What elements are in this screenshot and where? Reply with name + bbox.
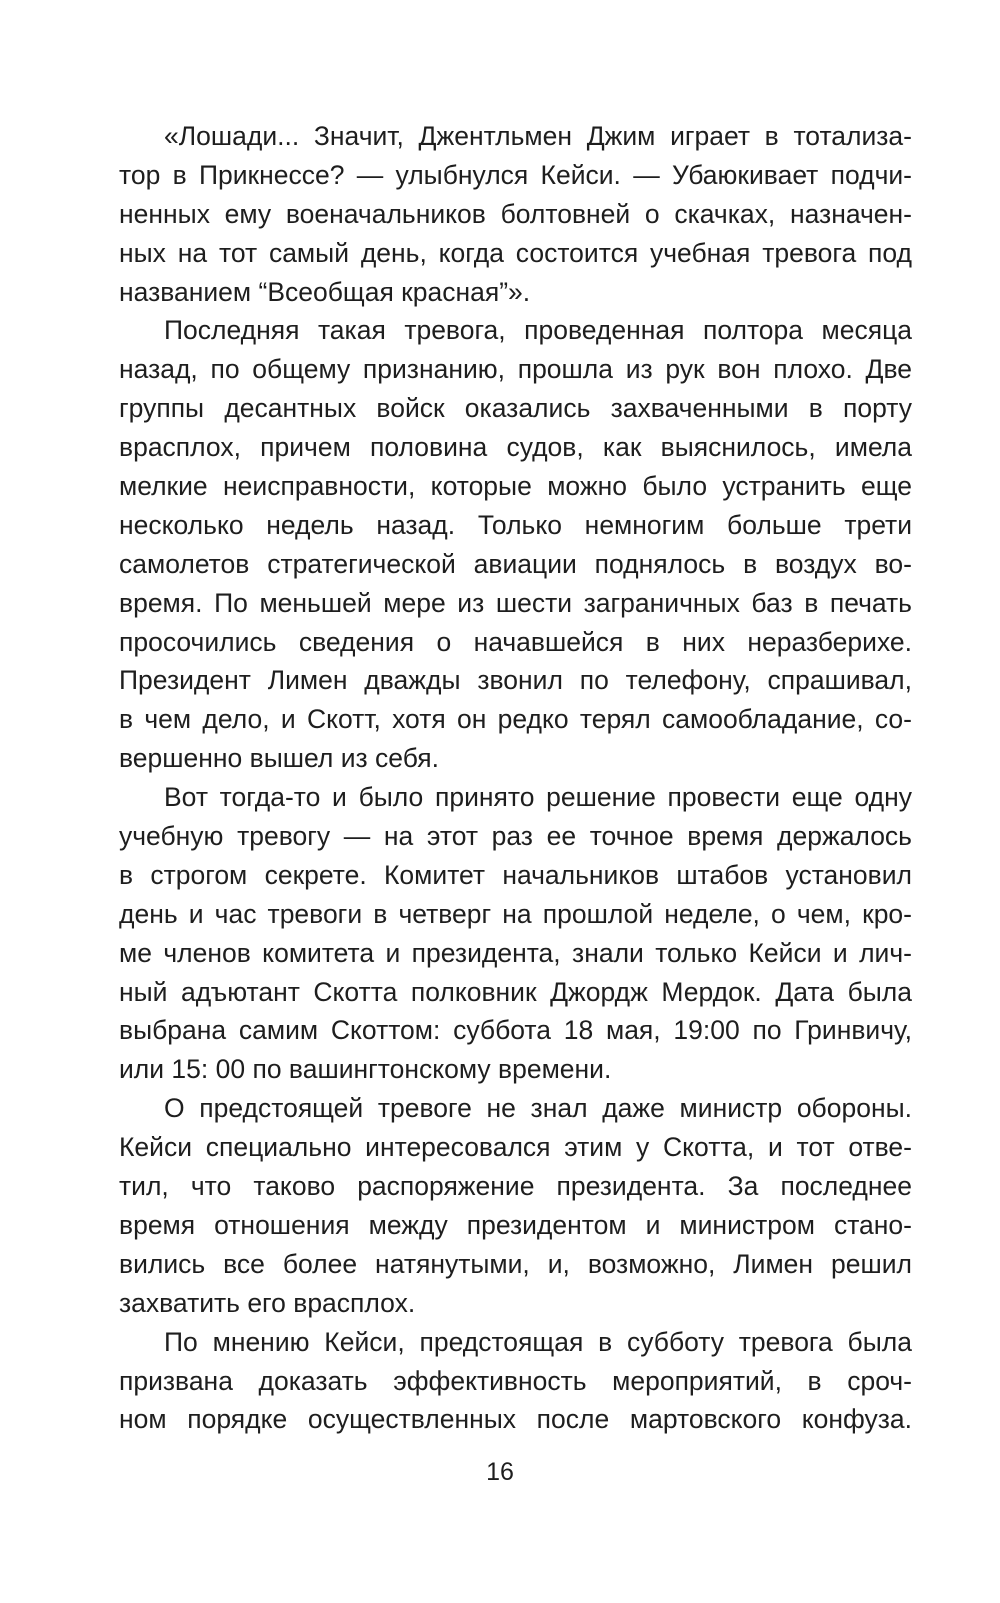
text-line: назад, по общему признанию, прошла из рук вон плохо. Две <box>119 354 912 385</box>
text-line: Вот тогда-то и было принято решение провести еще одну <box>164 782 912 813</box>
text-line: или 15: 00 по вашингтонскому времени. <box>119 1054 612 1085</box>
paragraph <box>119 1089 912 1322</box>
paragraph <box>119 1323 912 1440</box>
text-line: самолетов стратегической авиации поднялось в воздух во- <box>119 548 912 579</box>
text-line: учебную тревогу — на этот раз ее точное время держалось <box>119 821 912 852</box>
text-line: время. По меньшей мере из шести заграничных баз в печать <box>119 587 912 618</box>
paragraph <box>119 778 912 1089</box>
text-line: Президент Лимен дважды звонил по телефону, спрашивал, <box>119 665 912 696</box>
text-line: названием “Всеобщая красная”». <box>119 276 531 307</box>
text-line: ном порядке осуществленных после мартовского конфуза. <box>119 1404 912 1435</box>
text-line: Кейси специально интересовался этим у Скотта, и тот отве- <box>119 1132 912 1163</box>
text-line: несколько недель назад. Только немногим больше трети <box>119 509 912 540</box>
text-line: захватить его врасплох. <box>119 1287 416 1318</box>
text-line: О предстоящей тревоге не знал даже министр обороны. <box>164 1093 912 1124</box>
text-line: ных на тот самый день, когда состоится учебная тревога под <box>119 237 912 268</box>
text-line: в строгом секрете. Комитет начальников штабов установил <box>119 859 912 890</box>
text-line: призвана доказать эффективность мероприятий, в сроч- <box>119 1365 912 1396</box>
text-line: время отношения между президентом и министром стано- <box>119 1209 912 1240</box>
paragraph <box>119 117 912 311</box>
text-line: ный адъютант Скотта полковник Джордж Мердок. Дата была <box>119 976 912 1007</box>
text-line: «Лошади... Значит, Джентльмен Джим играет в тотализа- <box>164 121 912 151</box>
text-line: выбрана самим Скоттом: суббота 18 мая, 19:00 по Гринвичу, <box>119 1015 912 1046</box>
text-line: вершенно вышел из себя. <box>119 743 440 774</box>
page-number: 16 <box>486 1458 514 1486</box>
text-line: тил, что таково распоряжение президента. За последнее <box>119 1171 912 1202</box>
text-line: день и час тревоги в четверг на прошлой неделе, о чем, кро- <box>119 898 912 929</box>
text-line: группы десантных войск оказались захваченными в порту <box>119 393 912 424</box>
body-text <box>119 117 912 1439</box>
text-line: просочились сведения о начавшейся в них неразберихе. <box>119 626 912 657</box>
text-line: тор в Прикнессе? — улыбнулся Кейси. — Убаюкивает подчи- <box>119 159 912 190</box>
text-line: вились все более натянутыми, и, возможно, Лимен решил <box>119 1248 912 1279</box>
paragraph <box>119 311 912 778</box>
text-line: Последняя такая тревога, проведенная полтора месяца <box>164 315 912 346</box>
text-line: мелкие неисправности, которые можно было устранить еще <box>119 471 912 502</box>
text-line: По мнению Кейси, предстоящая в субботу тревога была <box>164 1326 912 1357</box>
text-line: ненных ему военачальников болтовней о скачках, назначен- <box>119 198 912 229</box>
text-line: ме членов комитета и президента, знали только Кейси и лич- <box>119 937 912 968</box>
text-line: в чем дело, и Скотт, хотя он редко терял самообладание, со- <box>119 704 912 735</box>
text-line: врасплох, причем половина судов, как выяснилось, имела <box>119 432 912 463</box>
